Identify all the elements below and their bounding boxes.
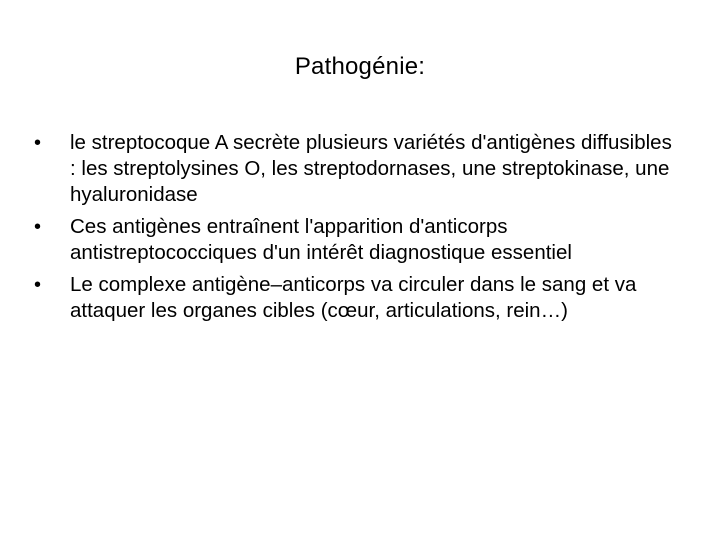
- slide-title: Pathogénie:: [294, 53, 426, 80]
- bullet-list: [34, 130, 674, 330]
- bullet-item-2: [34, 214, 674, 266]
- bullet-text: Le complexe antigène–anticorps va circuler dans le sang et va attaquer les organes cibles (cœur, articulations, rein…): [70, 273, 637, 322]
- bullet-item-1: [34, 130, 674, 208]
- bullet-item-3: [34, 272, 674, 324]
- bullet-dot-icon: •: [34, 132, 42, 154]
- bullet-text: Ces antigènes entraînent l'apparition d'anticorps antistreptococciques d'un intérêt diagnostique essentiel: [70, 215, 572, 264]
- bullet-dot-icon: •: [34, 274, 42, 296]
- bullet-dot-icon: •: [34, 216, 42, 238]
- bullet-text: le streptocoque A secrète plusieurs variétés d'antigènes diffusibles : les streptolysines O, les streptodornases, une streptokinase, une hyaluronidase: [70, 131, 672, 206]
